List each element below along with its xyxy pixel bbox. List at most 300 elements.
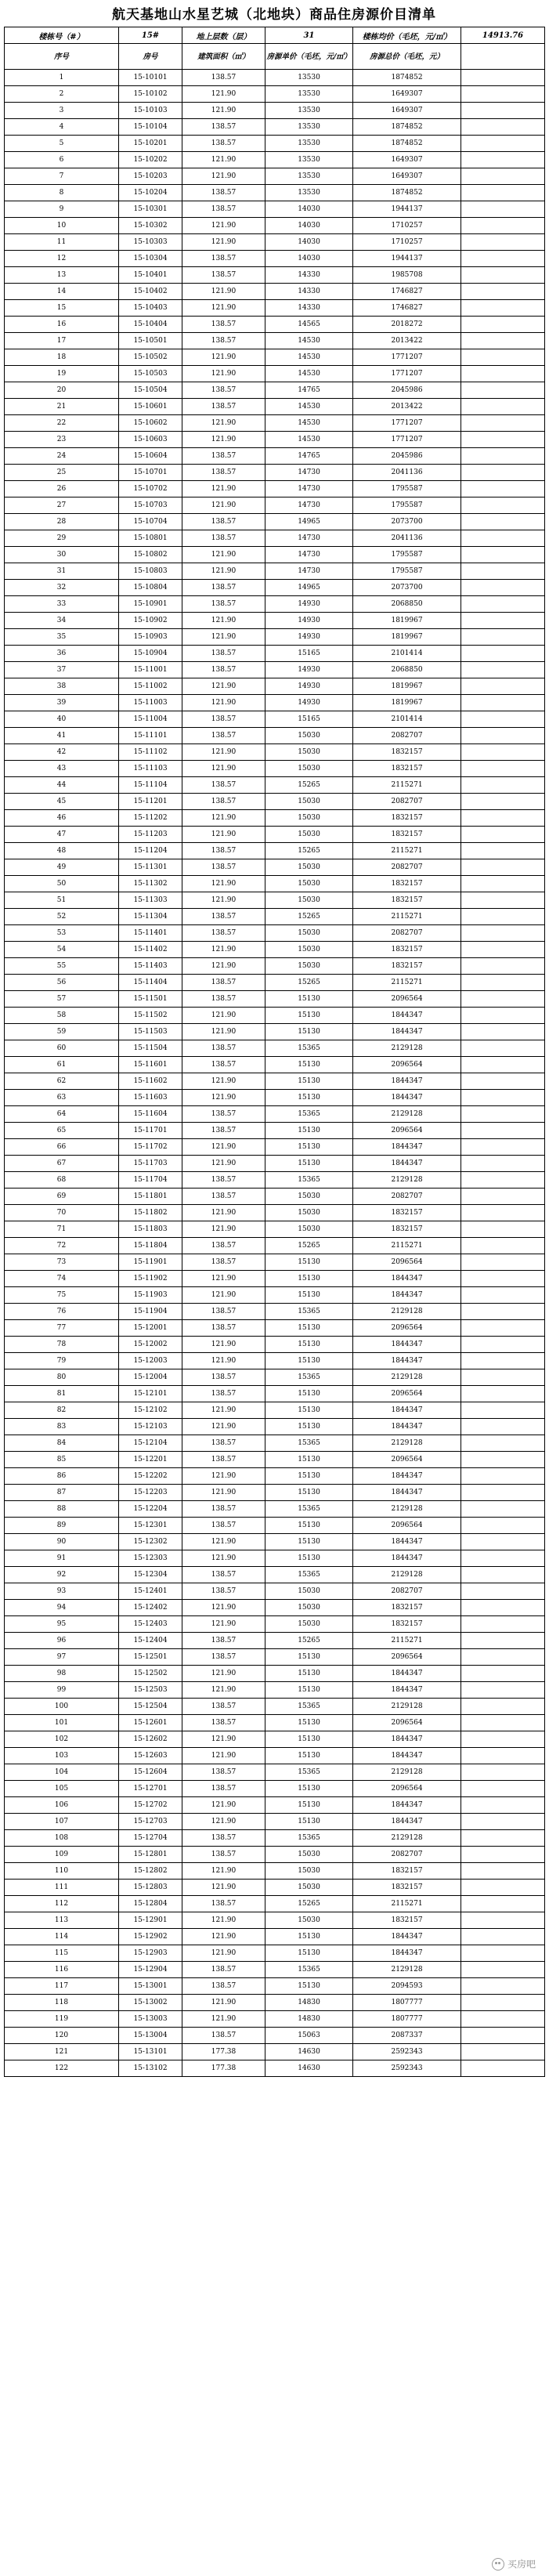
cell-unit-price: 15130: [265, 1452, 353, 1468]
cell-blank: [461, 1583, 545, 1600]
cell-area: 121.90: [182, 1814, 265, 1830]
cell-unit: 15-12104: [119, 1435, 182, 1452]
table-row: [5, 810, 545, 827]
cell-unit-price: 15130: [265, 1353, 353, 1369]
cell-total-price: 1844347: [353, 1945, 461, 1962]
cell-total-price: 1832157: [353, 1600, 461, 1616]
cell-blank: [461, 827, 545, 843]
cell-blank: [461, 1797, 545, 1814]
cell-total-price: 2129128: [353, 1830, 461, 1847]
cell-total-price: 1844347: [353, 1666, 461, 1682]
table-row: [5, 1978, 545, 1995]
cell-area: 121.90: [182, 1287, 265, 1304]
cell-unit-price: 15030: [265, 1205, 353, 1221]
cell-unit: 15-10801: [119, 530, 182, 547]
table-row: [5, 1847, 545, 1863]
cell-unit: 15-12601: [119, 1715, 182, 1731]
cell-unit: 15-12403: [119, 1616, 182, 1633]
cell-blank: [461, 1156, 545, 1172]
cell-total-price: 2129128: [353, 1962, 461, 1978]
cell-area: 121.90: [182, 1337, 265, 1353]
header-blank: [461, 44, 545, 70]
cell-blank: [461, 1830, 545, 1847]
cell-unit-price: 15130: [265, 1008, 353, 1024]
table-row: [5, 1962, 545, 1978]
table-row: [5, 1567, 545, 1583]
cell-index: 1: [5, 70, 119, 86]
cell-unit-price: 15030: [265, 876, 353, 892]
table-row: [5, 152, 545, 168]
table-row: [5, 2028, 545, 2044]
cell-unit: 15-11301: [119, 859, 182, 876]
cell-unit-price: 15130: [265, 1287, 353, 1304]
table-row: [5, 1189, 545, 1205]
cell-index: 61: [5, 1057, 119, 1073]
cell-area: 138.57: [182, 1057, 265, 1073]
cell-area: 121.90: [182, 1419, 265, 1435]
table-row: [5, 218, 545, 234]
cell-unit: 15-12704: [119, 1830, 182, 1847]
cell-unit-price: 14965: [265, 514, 353, 530]
cell-total-price: 1844347: [353, 1419, 461, 1435]
cell-blank: [461, 1287, 545, 1304]
table-row: [5, 1139, 545, 1156]
cell-unit: 15-10904: [119, 646, 182, 662]
cell-area: 138.57: [182, 1781, 265, 1797]
table-row: [5, 744, 545, 761]
cell-total-price: 2041136: [353, 530, 461, 547]
cell-blank: [461, 349, 545, 366]
cell-blank: [461, 1896, 545, 1912]
cell-area: 138.57: [182, 1304, 265, 1320]
cell-unit: 15-11401: [119, 925, 182, 942]
cell-area: 177.38: [182, 2060, 265, 2077]
cell-blank: [461, 711, 545, 728]
cell-unit-price: 15130: [265, 1320, 353, 1337]
table-row: [5, 1123, 545, 1139]
table-row: [5, 432, 545, 448]
cell-index: 29: [5, 530, 119, 547]
cell-unit-price: 15130: [265, 1402, 353, 1419]
cell-area: 138.57: [182, 1254, 265, 1271]
cell-index: 34: [5, 613, 119, 629]
table-row: [5, 119, 545, 136]
cell-unit: 15-12301: [119, 1518, 182, 1534]
cell-unit-price: 15365: [265, 1567, 353, 1583]
table-row: [5, 1090, 545, 1106]
cell-total-price: 2592343: [353, 2044, 461, 2060]
cell-unit-price: 14030: [265, 218, 353, 234]
cell-area: 121.90: [182, 2011, 265, 2028]
cell-unit-price: 15130: [265, 1929, 353, 1945]
cell-blank: [461, 1633, 545, 1649]
cell-total-price: 1844347: [353, 1271, 461, 1287]
cell-total-price: 2115271: [353, 1896, 461, 1912]
table-row: [5, 185, 545, 201]
cell-index: 44: [5, 777, 119, 794]
cell-unit: 15-10901: [119, 596, 182, 613]
cell-total-price: 1844347: [353, 1485, 461, 1501]
cell-total-price: 2115271: [353, 975, 461, 991]
table-row: [5, 1797, 545, 1814]
meta-row: [5, 27, 545, 44]
cell-blank: [461, 1748, 545, 1764]
cell-total-price: 2082707: [353, 1583, 461, 1600]
cell-area: 121.90: [182, 1485, 265, 1501]
cell-unit: 15-12504: [119, 1699, 182, 1715]
cell-index: 98: [5, 1666, 119, 1682]
table-row: [5, 1369, 545, 1386]
cell-blank: [461, 859, 545, 876]
cell-index: 5: [5, 136, 119, 152]
cell-index: 20: [5, 382, 119, 399]
cell-area: 121.90: [182, 827, 265, 843]
cell-unit: 15-12101: [119, 1386, 182, 1402]
cell-blank: [461, 1912, 545, 1929]
cell-blank: [461, 1567, 545, 1583]
cell-area: 121.90: [182, 547, 265, 563]
cell-blank: [461, 2044, 545, 2060]
cell-total-price: 1771207: [353, 432, 461, 448]
cell-unit: 15-11402: [119, 942, 182, 958]
cell-area: 138.57: [182, 1699, 265, 1715]
cell-index: 102: [5, 1731, 119, 1748]
cell-area: 138.57: [182, 1847, 265, 1863]
cell-blank: [461, 777, 545, 794]
cell-unit-price: 15130: [265, 1781, 353, 1797]
table-row: [5, 168, 545, 185]
cell-total-price: 2041136: [353, 465, 461, 481]
cell-total-price: 2129128: [353, 1106, 461, 1123]
header-index: 序号: [5, 44, 119, 70]
cell-unit-price: 14730: [265, 530, 353, 547]
cell-total-price: 1771207: [353, 415, 461, 432]
cell-index: 121: [5, 2044, 119, 2060]
cell-unit: 15-12002: [119, 1337, 182, 1353]
cell-unit: 15-10103: [119, 103, 182, 119]
cell-unit-price: 13530: [265, 119, 353, 136]
table-row: [5, 1995, 545, 2011]
cell-area: 138.57: [182, 1452, 265, 1468]
cell-index: 72: [5, 1238, 119, 1254]
cell-unit-price: 13530: [265, 152, 353, 168]
cell-area: 121.90: [182, 1731, 265, 1748]
cell-total-price: 1832157: [353, 1205, 461, 1221]
cell-unit-price: 15265: [265, 909, 353, 925]
cell-unit: 15-11203: [119, 827, 182, 843]
cell-unit: 15-13001: [119, 1978, 182, 1995]
cell-area: 138.57: [182, 399, 265, 415]
cell-unit-price: 15030: [265, 1863, 353, 1880]
cell-blank: [461, 152, 545, 168]
cell-total-price: 2087337: [353, 2028, 461, 2044]
cell-total-price: 2082707: [353, 794, 461, 810]
cell-unit-price: 15130: [265, 1731, 353, 1748]
cell-unit-price: 15030: [265, 859, 353, 876]
cell-unit: 15-12902: [119, 1929, 182, 1945]
cell-unit-price: 15265: [265, 777, 353, 794]
cell-index: 25: [5, 465, 119, 481]
cell-index: 46: [5, 810, 119, 827]
cell-area: 138.57: [182, 909, 265, 925]
cell-unit: 15-12702: [119, 1797, 182, 1814]
cell-index: 26: [5, 481, 119, 497]
cell-unit-price: 15130: [265, 1271, 353, 1287]
cell-index: 74: [5, 1271, 119, 1287]
cell-unit: 15-12003: [119, 1353, 182, 1369]
cell-index: 93: [5, 1583, 119, 1600]
cell-unit: 15-10102: [119, 86, 182, 103]
table-row: [5, 1008, 545, 1024]
cell-total-price: 2082707: [353, 1189, 461, 1205]
cell-index: 52: [5, 909, 119, 925]
table-row: [5, 1353, 545, 1369]
table-row: [5, 2011, 545, 2028]
cell-total-price: 1832157: [353, 1221, 461, 1238]
cell-total-price: 1985708: [353, 267, 461, 284]
cell-total-price: 1795587: [353, 497, 461, 514]
cell-unit-price: 14530: [265, 349, 353, 366]
cell-total-price: 2096564: [353, 1254, 461, 1271]
cell-total-price: 2068850: [353, 596, 461, 613]
cell-area: 138.57: [182, 530, 265, 547]
cell-area: 138.57: [182, 1189, 265, 1205]
cell-unit: 15-11702: [119, 1139, 182, 1156]
cell-total-price: 1844347: [353, 1337, 461, 1353]
cell-area: 138.57: [182, 251, 265, 267]
cell-unit: 15-12804: [119, 1896, 182, 1912]
cell-unit: 15-10404: [119, 317, 182, 333]
cell-area: 121.90: [182, 1797, 265, 1814]
cell-index: 60: [5, 1040, 119, 1057]
cell-unit: 15-10403: [119, 300, 182, 317]
table-row: [5, 1929, 545, 1945]
cell-unit: 15-11501: [119, 991, 182, 1008]
cell-blank: [461, 218, 545, 234]
header-area: 建筑面积（㎡）: [182, 44, 265, 70]
cell-unit-price: 14030: [265, 201, 353, 218]
cell-unit-price: 15365: [265, 1369, 353, 1386]
cell-total-price: 2096564: [353, 1320, 461, 1337]
cell-area: 138.57: [182, 991, 265, 1008]
cell-unit-price: 15130: [265, 1057, 353, 1073]
table-row: [5, 728, 545, 744]
cell-total-price: 1844347: [353, 1139, 461, 1156]
cell-area: 121.90: [182, 1616, 265, 1633]
cell-index: 19: [5, 366, 119, 382]
cell-total-price: 2082707: [353, 1847, 461, 1863]
table-row: [5, 892, 545, 909]
cell-index: 59: [5, 1024, 119, 1040]
cell-blank: [461, 629, 545, 646]
cell-index: 41: [5, 728, 119, 744]
cell-index: 48: [5, 843, 119, 859]
cell-total-price: 1832157: [353, 958, 461, 975]
cell-unit-price: 14830: [265, 1995, 353, 2011]
cell-unit-price: 15365: [265, 1699, 353, 1715]
cell-area: 138.57: [182, 185, 265, 201]
cell-unit: 15-10902: [119, 613, 182, 629]
cell-total-price: 1795587: [353, 481, 461, 497]
cell-area: 138.57: [182, 317, 265, 333]
cell-area: 121.90: [182, 103, 265, 119]
cell-blank: [461, 1699, 545, 1715]
cell-area: 121.90: [182, 876, 265, 892]
cell-area: 138.57: [182, 975, 265, 991]
table-row: [5, 333, 545, 349]
cell-unit-price: 15030: [265, 728, 353, 744]
cell-blank: [461, 1073, 545, 1090]
cell-area: 138.57: [182, 646, 265, 662]
table-row: [5, 777, 545, 794]
cell-index: 112: [5, 1896, 119, 1912]
cell-total-price: 1844347: [353, 1550, 461, 1567]
cell-area: 138.57: [182, 1978, 265, 1995]
cell-index: 9: [5, 201, 119, 218]
cell-index: 111: [5, 1880, 119, 1896]
cell-index: 114: [5, 1929, 119, 1945]
cell-total-price: 1844347: [353, 1929, 461, 1945]
cell-index: 103: [5, 1748, 119, 1764]
cell-unit-price: 15063: [265, 2028, 353, 2044]
cell-total-price: 2073700: [353, 580, 461, 596]
cell-total-price: 1844347: [353, 1024, 461, 1040]
cell-total-price: 2096564: [353, 1518, 461, 1534]
cell-unit: 15-11704: [119, 1172, 182, 1189]
cell-unit-price: 15030: [265, 1189, 353, 1205]
table-row: [5, 1534, 545, 1550]
cell-area: 121.90: [182, 1929, 265, 1945]
cell-total-price: 1844347: [353, 1534, 461, 1550]
cell-total-price: 1710257: [353, 218, 461, 234]
cell-blank: [461, 432, 545, 448]
price-list-sheet: [4, 3, 544, 2077]
cell-unit: 15-11703: [119, 1156, 182, 1172]
cell-unit-price: 14530: [265, 415, 353, 432]
cell-blank: [461, 958, 545, 975]
cell-blank: [461, 678, 545, 695]
cell-total-price: 1944137: [353, 201, 461, 218]
cell-total-price: 2018272: [353, 317, 461, 333]
table-row: [5, 103, 545, 119]
cell-unit-price: 14730: [265, 465, 353, 481]
cell-index: 113: [5, 1912, 119, 1929]
cell-area: 121.90: [182, 168, 265, 185]
cell-index: 90: [5, 1534, 119, 1550]
cell-index: 104: [5, 1764, 119, 1781]
cell-index: 83: [5, 1419, 119, 1435]
cell-area: 138.57: [182, 1633, 265, 1649]
cell-area: 121.90: [182, 810, 265, 827]
cell-unit-price: 15265: [265, 1896, 353, 1912]
cell-total-price: 1832157: [353, 876, 461, 892]
cell-blank: [461, 366, 545, 382]
cell-unit: 15-11003: [119, 695, 182, 711]
cell-blank: [461, 876, 545, 892]
cell-index: 99: [5, 1682, 119, 1699]
cell-blank: [461, 1386, 545, 1402]
table-row: [5, 1600, 545, 1616]
cell-blank: [461, 1254, 545, 1271]
cell-total-price: 1649307: [353, 168, 461, 185]
cell-blank: [461, 1814, 545, 1830]
table-row: [5, 991, 545, 1008]
cell-blank: [461, 1024, 545, 1040]
cell-unit: 15-10704: [119, 514, 182, 530]
cell-blank: [461, 744, 545, 761]
cell-unit-price: 15130: [265, 1518, 353, 1534]
table-row: [5, 925, 545, 942]
cell-area: 138.57: [182, 1320, 265, 1337]
cell-area: 121.90: [182, 1945, 265, 1962]
cell-index: 54: [5, 942, 119, 958]
cell-unit-price: 14965: [265, 580, 353, 596]
table-row: [5, 1731, 545, 1748]
cell-blank: [461, 481, 545, 497]
cell-index: 39: [5, 695, 119, 711]
table-row: [5, 1221, 545, 1238]
cell-area: 121.90: [182, 678, 265, 695]
cell-unit: 15-10204: [119, 185, 182, 201]
cell-blank: [461, 1731, 545, 1748]
cell-unit: 15-11101: [119, 728, 182, 744]
table-row: [5, 1057, 545, 1073]
table-row: [5, 1419, 545, 1435]
cell-blank: [461, 1501, 545, 1518]
cell-area: 138.57: [182, 1123, 265, 1139]
cell-unit-price: 15030: [265, 810, 353, 827]
cell-unit: 15-11902: [119, 1271, 182, 1287]
cell-area: 138.57: [182, 1583, 265, 1600]
cell-index: 42: [5, 744, 119, 761]
cell-unit: 15-11802: [119, 1205, 182, 1221]
cell-unit: 15-10503: [119, 366, 182, 382]
cell-area: 121.90: [182, 761, 265, 777]
cell-unit: 15-10702: [119, 481, 182, 497]
table-row: [5, 1814, 545, 1830]
cell-area: 121.90: [182, 432, 265, 448]
table-row: [5, 975, 545, 991]
cell-blank: [461, 563, 545, 580]
cell-area: 138.57: [182, 1106, 265, 1123]
table-row: [5, 942, 545, 958]
cell-unit-price: 15365: [265, 1830, 353, 1847]
cell-blank: [461, 1008, 545, 1024]
cell-index: 82: [5, 1402, 119, 1419]
cell-index: 40: [5, 711, 119, 728]
cell-total-price: 1832157: [353, 1880, 461, 1896]
cell-index: 110: [5, 1863, 119, 1880]
table-row: [5, 1518, 545, 1534]
table-row: [5, 563, 545, 580]
cell-unit: 15-10201: [119, 136, 182, 152]
cell-index: 94: [5, 1600, 119, 1616]
cell-blank: [461, 1764, 545, 1781]
cell-total-price: 2096564: [353, 1452, 461, 1468]
cell-unit-price: 14630: [265, 2044, 353, 2060]
cell-unit: 15-12004: [119, 1369, 182, 1386]
cell-blank: [461, 1929, 545, 1945]
cell-index: 37: [5, 662, 119, 678]
cell-blank: [461, 448, 545, 465]
cell-total-price: 1844347: [353, 1814, 461, 1830]
cell-blank: [461, 1666, 545, 1682]
cell-index: 56: [5, 975, 119, 991]
cell-unit-price: 15365: [265, 1435, 353, 1452]
table-row: [5, 284, 545, 300]
cell-unit-price: 14530: [265, 333, 353, 349]
cell-total-price: 1844347: [353, 1156, 461, 1172]
